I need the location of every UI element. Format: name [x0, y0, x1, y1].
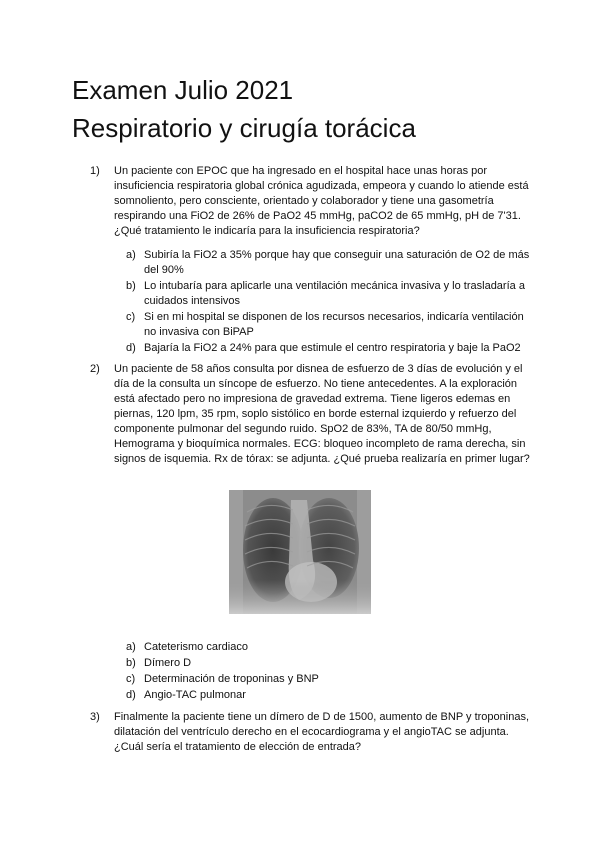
- question-1: [90, 164, 536, 239]
- question-text: Un paciente de 58 años consulta por disnea de esfuerzo de 3 días de evolución y el día de la consulta un síncope de esfuerzo. No tiene antecedentes. A la exploración está afectado pero no impresiona de gravedad extrema. Tiene ligeros edemas en piernas, 120 lpm, 35 rpm, soplo sistólico en borde esternal izquierdo y refuerzo del componente pulmonar del segundo ruido. SpO2 de 83%, TA de 80/50 mmHg, Hemograma y bioquímica normales. ECG: bloqueo incompleto de rama derecha, sin signos de isquemia. Rx de tórax: se adjunta. ¿Qué prueba realizaría en primer lugar?: [114, 363, 530, 465]
- question-number: 2): [90, 363, 100, 375]
- question-1-options: [126, 248, 538, 357]
- question-3: [90, 710, 536, 755]
- question-2-options: [126, 640, 538, 704]
- option-letter: b): [126, 280, 136, 292]
- option-letter: c): [126, 311, 136, 323]
- option-letter: d): [126, 689, 136, 701]
- option-b: [126, 656, 538, 671]
- question-number: 3): [90, 711, 100, 723]
- option-b: [126, 279, 538, 309]
- option-text: Lo intubaría para aplicarle una ventilación mecánica invasiva y lo trasladaría a cuidados intensivos: [144, 280, 525, 307]
- exam-title: Examen Julio 2021: [72, 75, 294, 105]
- option-letter: d): [126, 342, 136, 354]
- option-d: [126, 688, 538, 703]
- option-letter: a): [126, 249, 136, 261]
- option-text: Bajaría la FiO2 a 24% para que estimule el centro respiratoria y baje la PaO2: [144, 342, 521, 354]
- option-text: Subiría la FiO2 a 35% porque hay que conseguir una saturación de O2 de más del 90%: [144, 249, 530, 276]
- option-c: [126, 672, 538, 687]
- chest-xray-drawing: [229, 490, 371, 614]
- option-text: Cateterismo cardiaco: [144, 641, 248, 653]
- exam-subtitle: Respiratorio y cirugía torácica: [72, 113, 416, 143]
- option-text: Determinación de troponinas y BNP: [144, 673, 319, 685]
- question-number: 1): [90, 165, 100, 177]
- option-a: [126, 640, 538, 655]
- option-text: Si en mi hospital se disponen de los recursos necesarios, indicaría ventilación no invasiva con BiPAP: [144, 311, 524, 338]
- option-text: Dímero D: [144, 657, 192, 669]
- question-2: [90, 362, 536, 467]
- question-text: Un paciente con EPOC que ha ingresado en el hospital hace unas horas por insuficiencia respiratoria global crónica agudizada, empeora y cuando lo atiende está somnoliento, pero consciente, orientado y colaborador y tiene una gasometría respirando una FiO2 de 26% de PaO2 45 mmHg, paCO2 de 65 mmHg, pH de 7'31. ¿Qué tratamiento le indicaría para la insuficiencia respiratoria?: [114, 165, 529, 237]
- option-letter: c): [126, 673, 136, 685]
- option-a: [126, 248, 538, 278]
- question-text: Finalmente la paciente tiene un dímero de D de 1500, aumento de BNP y troponinas, dilatación del ventrículo derecho en el ecocardiograma y el angioTAC se adjunta. ¿Cuál sería el tratamiento de elección de entrada?: [114, 711, 530, 753]
- option-c: [126, 310, 538, 340]
- chest-xray-image: [229, 490, 371, 614]
- option-d: [126, 341, 538, 356]
- option-letter: b): [126, 657, 136, 669]
- option-text: Angio-TAC pulmonar: [144, 689, 246, 701]
- option-letter: a): [126, 641, 136, 653]
